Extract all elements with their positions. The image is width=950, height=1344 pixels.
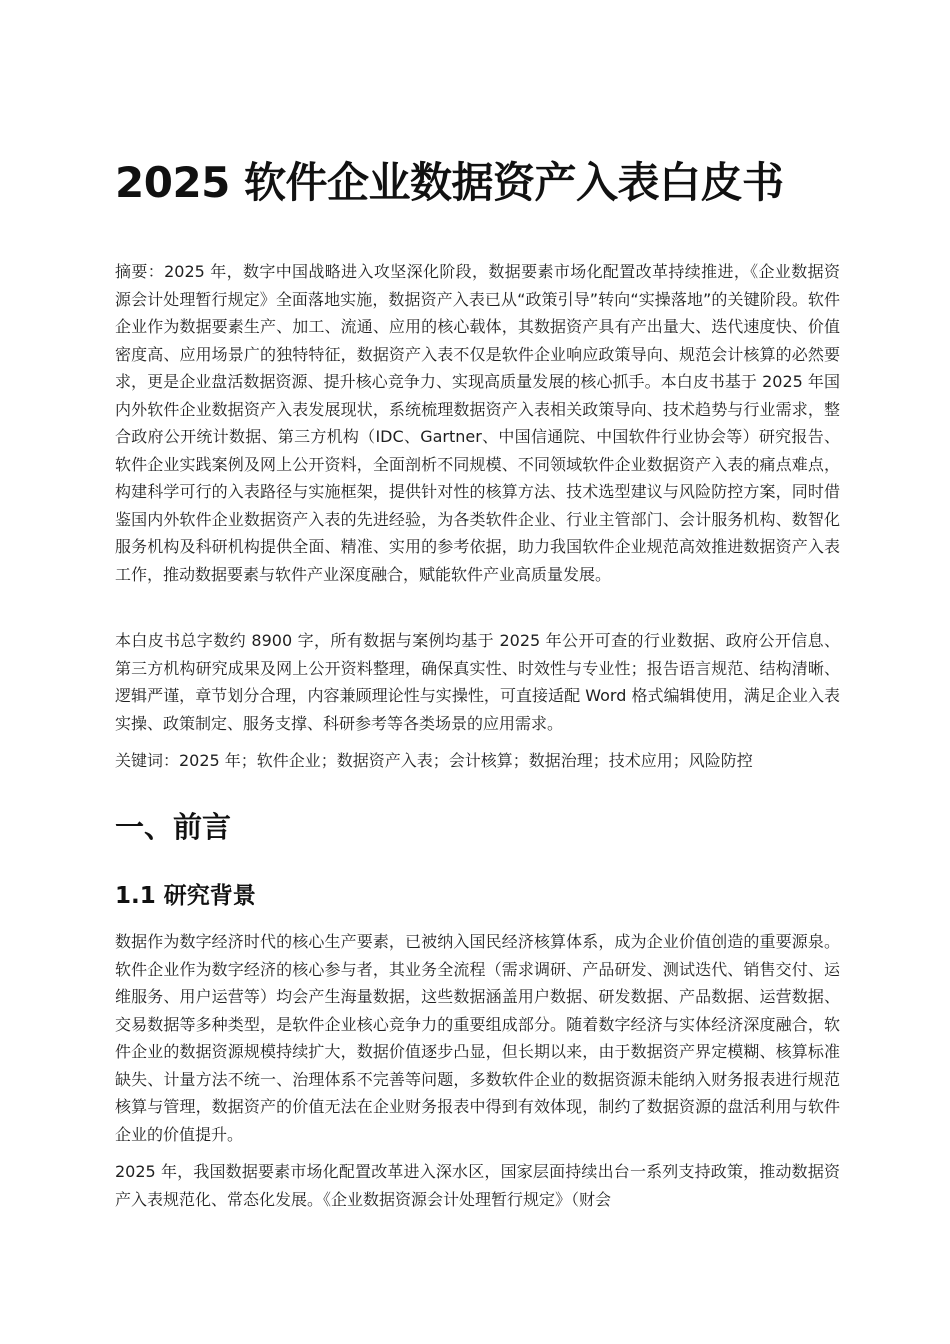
section-heading-preface: 一、前言 [115, 810, 232, 844]
background-paragraph-2: 2025 年，我国数据要素市场化配置改革进入深水区，国家层面持续出台一系列支持政策，推动数据资产入表规范化、常态化发展。《企业数据资源会计处理暂行规定》（财会 [115, 1162, 840, 1209]
keywords-paragraph: 关键词：2025 年；软件企业；数据资产入表；会计核算；数据治理；技术应用；风险防控 [115, 751, 753, 770]
document-title: 2025 软件企业数据资产入表白皮书 [115, 158, 784, 207]
word-count-paragraph: 本白皮书总字数约 8900 字，所有数据与案例均基于 2025 年公开可查的行业数据、政府公开信息、第三方机构研究成果及网上公开资料整理，确保真实性、时效性与专业性；报告语言规范、结构清晰、逻辑严谨，章节划分合理，内容兼顾理论性与实操性，可直接适配 Word 格式编辑使用，满足企业入表实操、政策制定、服务支撑、科研参考等各类场景的应用需求。 [115, 631, 840, 733]
background-paragraph-1: 数据作为数字经济时代的核心生产要素，已被纳入国民经济核算体系，成为企业价值创造的重要源泉。软件企业作为数字经济的核心参与者，其业务全流程（需求调研、产品研发、测试迭代、销售交付、运维服务、用户运营等）均会产生海量数据，这些数据涵盖用户数据、研发数据、产品数据、运营数据、交易数据等多种类型，是软件企业核心竞争力的重要组成部分。随着数字经济与实体经济深度融合，软件企业的数据资源规模持续扩大，数据价值逐步凸显，但长期以来，由于数据资产界定模糊、核算标准缺失、计量方法不统一、治理体系不完善等问题，多数软件企业的数据资源未能纳入财务报表进行规范核算与管理，数据资产的价值无法在企业财务报表中得到有效体现，制约了数据资源的盘活利用与软件企业的价值提升。 [115, 932, 840, 1144]
subsection-heading-research-background: 1.1 研究背景 [115, 883, 256, 909]
abstract-paragraph: 摘要：2025 年，数字中国战略进入攻坚深化阶段，数据要素市场化配置改革持续推进，《企业数据资源会计处理暂行规定》全面落地实施，数据资产入表已从“政策引导”转向“实操落地”的关键阶段。软件企业作为数据要素生产、加工、流通、应用的核心载体，其数据资产具有产出量大、迭代速度快、价值密度高、应用场景广的独特特征，数据资产入表不仅是软件企业响应政策导向、规范会计核算的必然要求，更是企业盘活数据资源、提升核心竞争力、实现高质量发展的核心抓手。本白皮书基于 2025 年国内外软件企业数据资产入表发展现状，系统梳理数据资产入表相关政策导向、技术趋势与行业需求，整合政府公开统计数据、第三方机构（IDC、Gartner、中国信通院、中国软件行业协会等）研究报告、软件企业实践案例及网上公开资料，全面剖析不同规模、不同领域软件企业数据资产入表的痛点难点，构建科学可行的入表路径与实施框架，提供针对性的核算方法、技术选型建议与风险防控方案，同时借鉴国内外软件企业数据资产入表的先进经验，为各类软件企业、行业主管部门、会计服务机构、数智化服务机构及科研机构提供全面、精准、实用的参考依据，助力我国软件企业规范高效推进数据资产入表工作，推动数据要素与软件产业深度融合，赋能软件产业高质量发展。 [115, 262, 840, 584]
